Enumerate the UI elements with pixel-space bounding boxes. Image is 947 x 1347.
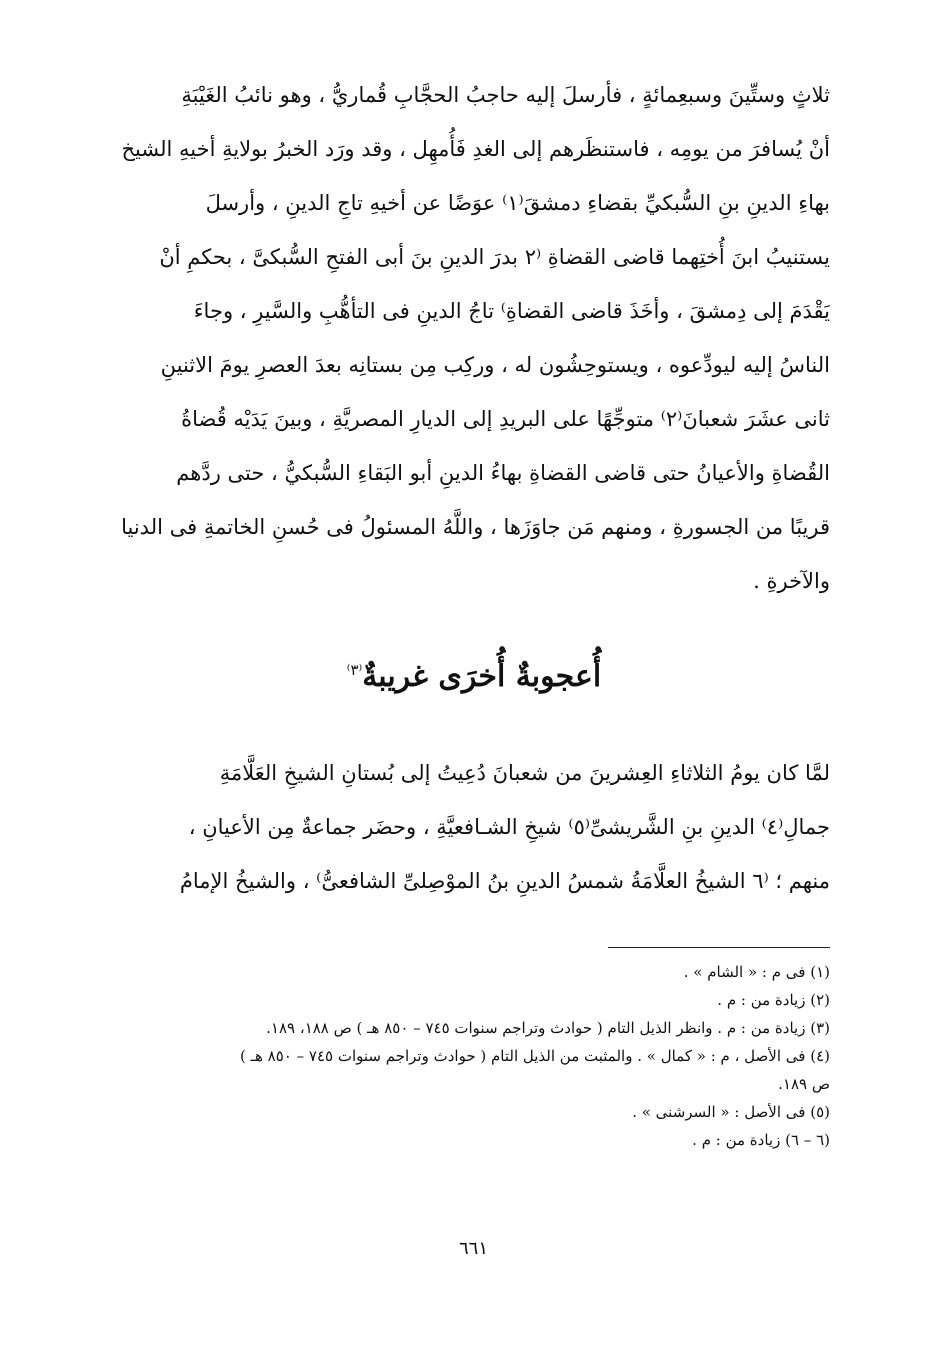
footnote: (٢) زيادة من : م .	[717, 991, 830, 1009]
text-line: قريبًا من الجسورةِ ، ومنهم مَن جاوَزَها ، واللَّهُ المسئولُ فى حُسنِ الخاتمةِ فى الدنيا	[121, 515, 830, 539]
footnote: (٣) زيادة من : م . وانظر الذيل التام ( حوادث وتراجم سنوات ٧٤٥ – ٨٥٠ هـ ) ص ١٨٨، ١٨٩.	[266, 1019, 830, 1037]
footnote: ص ١٨٩.	[778, 1075, 830, 1093]
body-text	[118, 68, 830, 608]
text-line: منهم ؛ ⁽٦ الشيخُ العلَّامَةُ شمسُ الدينِ بنُ الموْصِلىِّ الشافعىُّ⁾ ، والشيخُ الإمامُ	[179, 869, 830, 893]
section-heading-text: أُعجوبةٌ أُخرَى غريبةٌ	[362, 659, 602, 694]
text-line: بهاءِ الدينِ بنِ السُّبكيِّ بقضاءِ دمشقَ⁽١⁾ عوَضًا عن أخيهِ تاجِ الدينِ ، وأرسلَ	[205, 191, 830, 215]
text-line: أنْ يُسافرَ من يومِه ، فاستنظَرهم إلى الغدِ فَأُمهِل ، وقد ورَد الخبرُ بولايةِ أخيهِ الشيخ	[121, 137, 830, 161]
text-line: والآخرةِ .	[753, 569, 830, 593]
section-text	[118, 746, 830, 908]
text-line: يستنيبُ ابنَ أُختِهما قاضى القضاةِ ⁽٢ بدرَ الدينِ بنَ أبى الفتحِ السُّبكىَّ ، بحكمِ أنْ	[159, 245, 830, 269]
section-heading	[118, 640, 830, 707]
text-line: جمالِ⁽٤⁾ الدينِ بنِ الشَّريشىِّ⁽٥⁾ شيخِ الشـافعيَّةِ ، وحضَر جماعةٌ مِن الأعيانِ ،	[188, 815, 830, 839]
footnote: (٤) فى الأصل ، م : « كمال » . والمثبت من الذيل التام ( حوادث وتراجم سنوات ٧٤٥ – ٨٥٠ هـ )	[239, 1047, 830, 1065]
footnote: (١) فى م : « الشام » .	[683, 963, 830, 981]
footnotes	[118, 958, 830, 1154]
page-number: ٦٦١	[458, 1238, 488, 1259]
text-line: لمَّا كان يومُ الثلاثاءِ العِشرينَ من شعبانَ دُعِيتُ إلى بُستانِ الشيخِ العَلَّامَةِ	[219, 761, 830, 785]
text-line: الناسُ إليه ليودِّعوه ، ويستوحِشُون له ، وركِب مِن بستانِه بعدَ العصرِ يومَ الاثنينِ	[160, 353, 830, 377]
text-line: ثانى عشَرَ شعبانَ⁽٢⁾ متوجِّهًا على البريدِ إلى الديارِ المصريَّةِ ، وبينَ يَدَيْه قُضاةُ	[181, 407, 830, 431]
text-line: ثلاثٍ وستِّينَ وسبعِمائةٍ ، فأرسلَ إليه حاجبُ الحجَّابِ قُماريُّ ، وهو نائبُ الغَيْبَةِ	[181, 83, 830, 107]
footnote-separator	[608, 947, 830, 948]
text-line: يَقْدَمَ إلى دِمشقَ ، وأخَذَ قاضى القضاةِ⁾ تاجُ الدينِ فى التأهُّبِ والسَّيرِ ، وجاءَ	[193, 299, 830, 323]
heading-footnote-marker: ⁽٣⁾	[346, 661, 363, 679]
footnote: (٦ – ٦) زيادة من : م .	[692, 1131, 830, 1149]
footnote: (٥) فى الأصل : « السرشنى » .	[632, 1103, 830, 1121]
text-line: القُضاةِ والأعيانُ حتى قاضى القضاةِ بهاءُ الدينِ أبو البَقاءِ السُّبكيُّ ، حتى ردَّهم	[176, 461, 830, 485]
